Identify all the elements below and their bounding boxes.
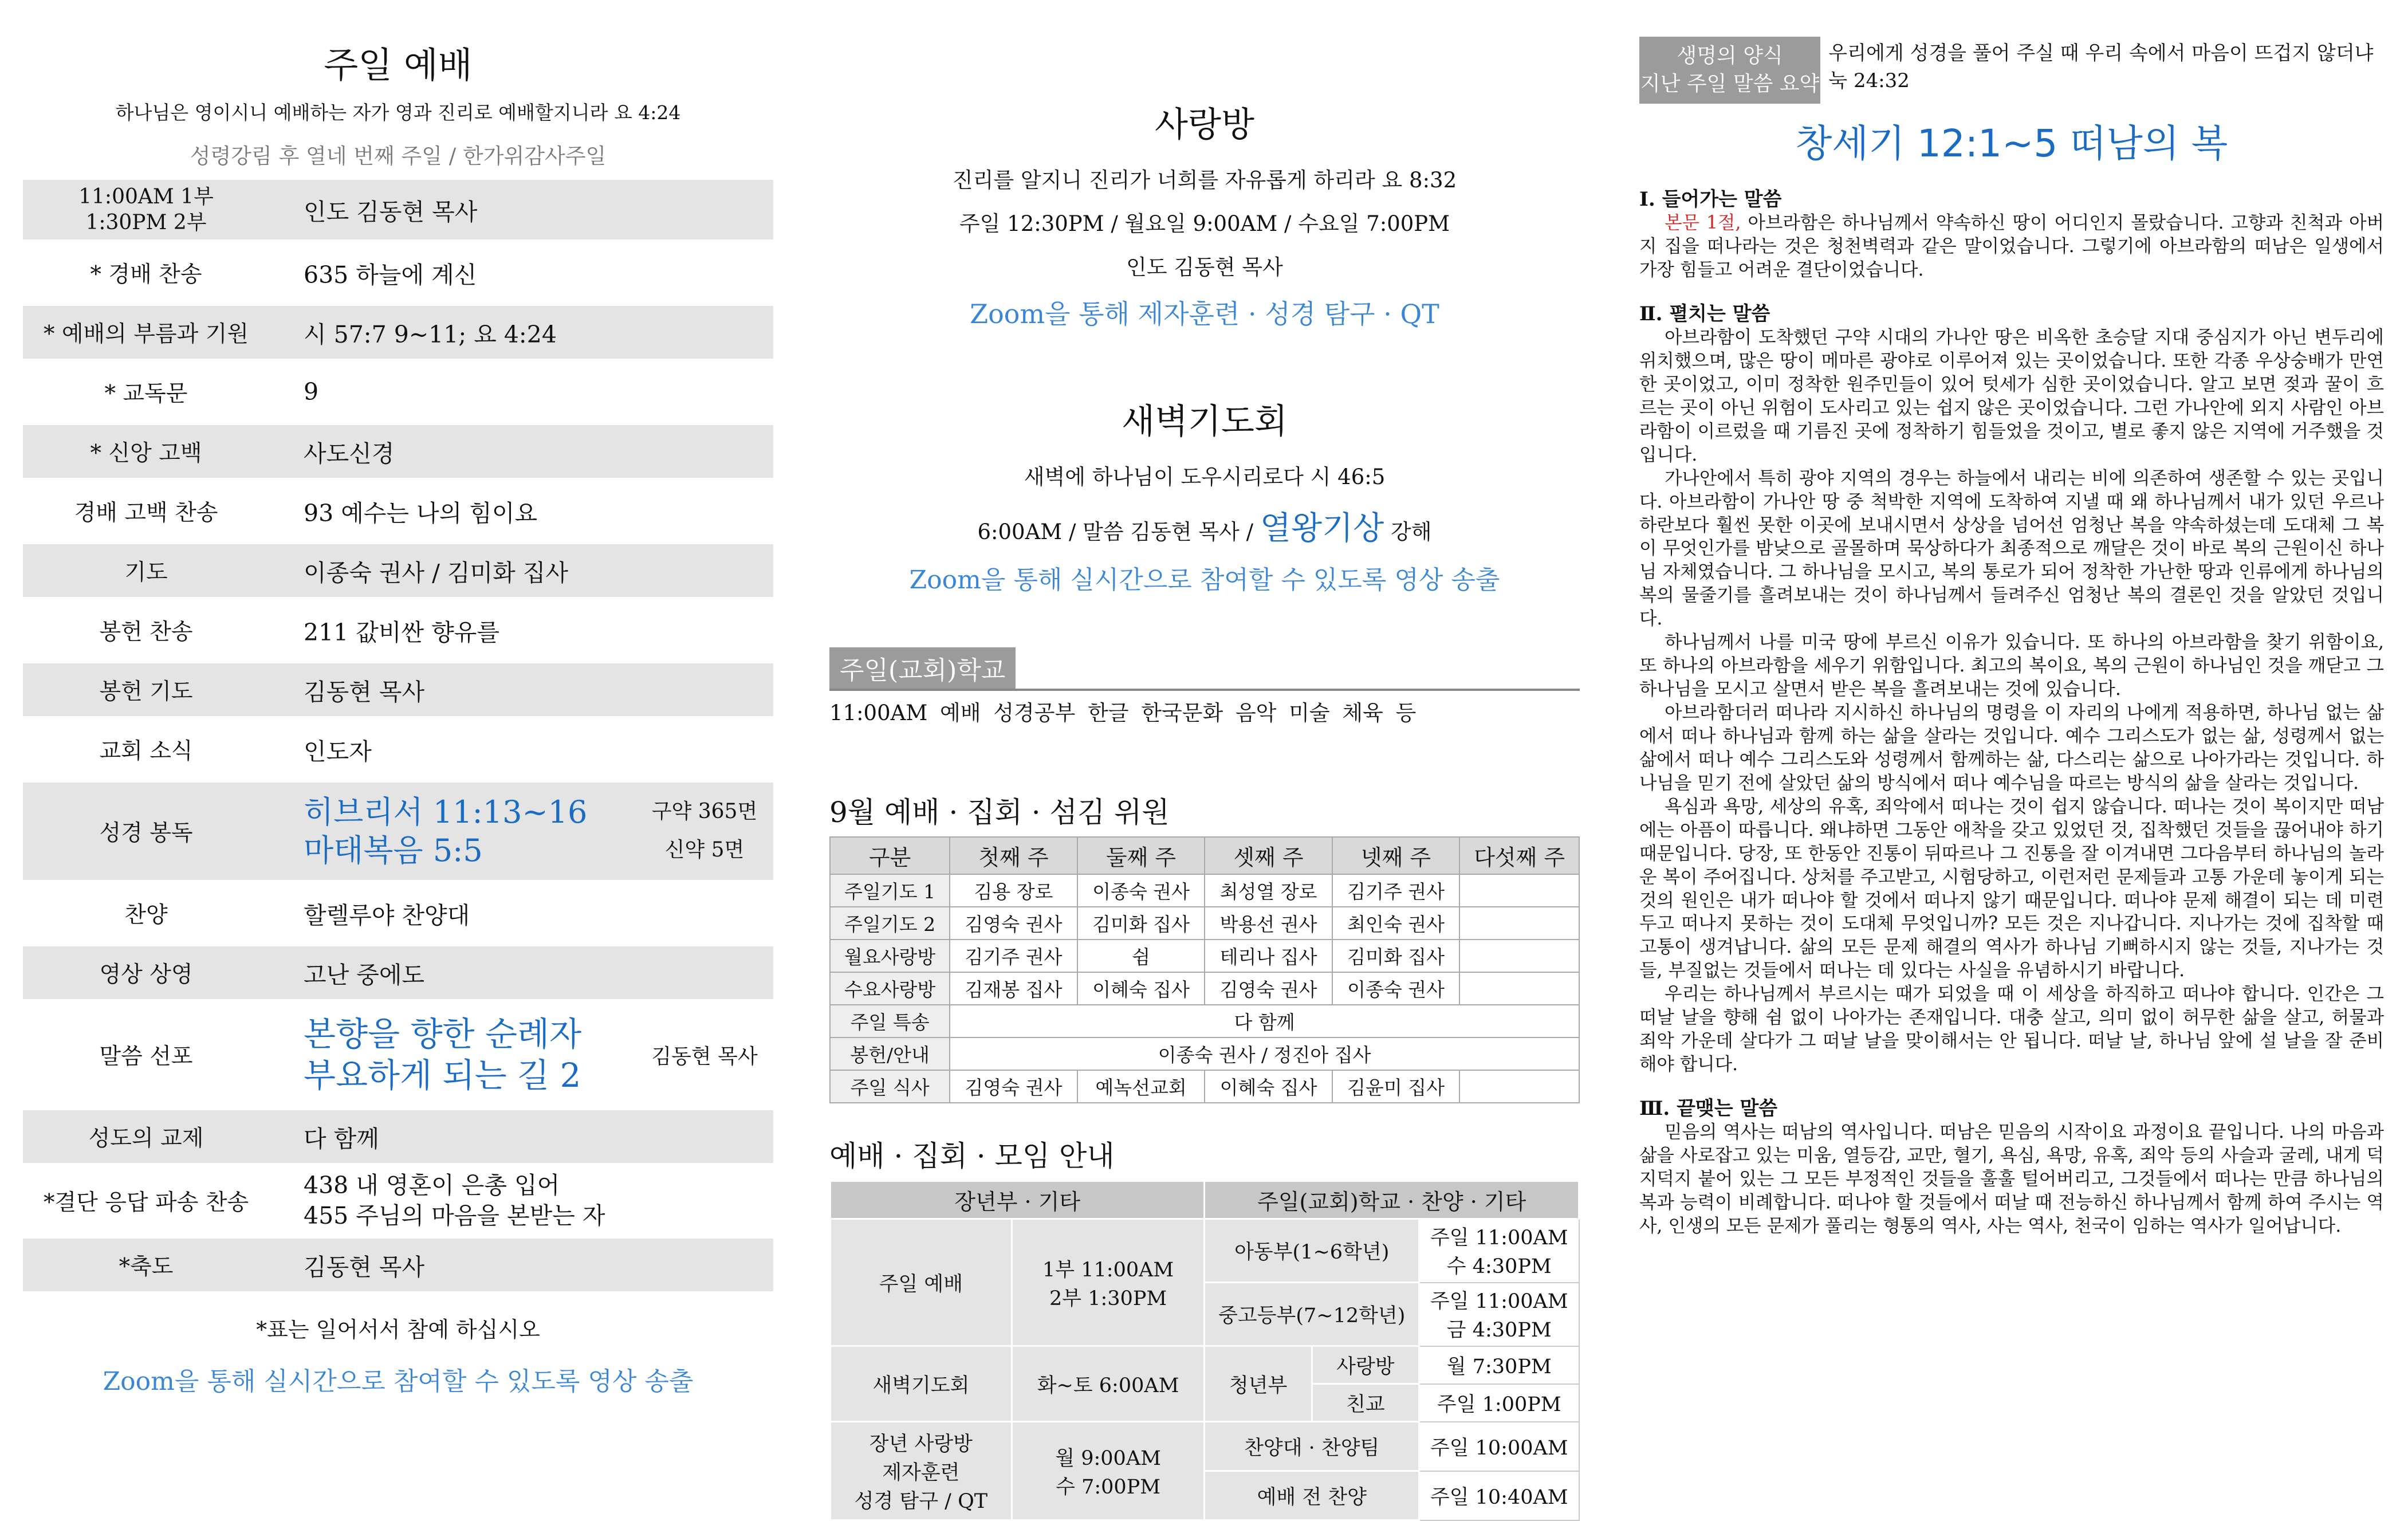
dawn-book: 열왕기상 bbox=[1260, 510, 1384, 547]
meetings-column bbox=[829, 0, 1580, 1513]
order-label: * 예배의 부름과 기원 bbox=[43, 321, 249, 347]
fellowship-label: 성도의 교제 bbox=[88, 1126, 204, 1151]
duty-cell: 이종숙 권사 bbox=[1077, 874, 1205, 907]
duty-cell bbox=[1459, 874, 1579, 907]
scripture-ref: 본문 1절, bbox=[1665, 213, 1741, 234]
worship-zoom-note: Zoom을 통해 실시간으로 참여할 수 있도록 영상 송출 bbox=[103, 1367, 694, 1396]
order-row bbox=[23, 485, 773, 537]
order-row bbox=[23, 1110, 773, 1163]
order-row bbox=[23, 887, 773, 940]
duty-cell: 월요사랑방 bbox=[830, 940, 950, 972]
duty-header: 다섯째 주 bbox=[1459, 837, 1579, 874]
order-row bbox=[23, 663, 773, 716]
duty-cell: 주일 식사 bbox=[830, 1070, 950, 1103]
service-time-1: 11:00AM 1부 bbox=[78, 185, 214, 209]
duty-table bbox=[829, 836, 1580, 1103]
sunday-school-section bbox=[829, 647, 1580, 726]
guide-row bbox=[831, 1219, 1579, 1283]
order-row bbox=[23, 425, 773, 478]
section-3-title: Ⅲ. 끝맺는 말씀 bbox=[1639, 1097, 1778, 1120]
worship-column bbox=[23, 0, 773, 1461]
order-value: 김동현 목사 bbox=[304, 678, 425, 706]
love-room-leader: 인도 김동현 목사 bbox=[1126, 255, 1283, 280]
section-2-paragraph: 아브라함이 도착했던 구약 시대의 가나안 땅은 비옥한 초승달 지대 중심지가 아닌 변두리에 위치했으며, 많은 땅이 메마른 광야로 이루어져 있는 곳이었습니다. 또한 각종 우상숭배가 만연한 곳이었고, 이미 정착한 원주민들이 있어 텃세가 심한 곳이었습니다. 알고 보면 젖과 꿀이 흐르는 곳이 아닌 위험이 도사리고 있는 쉽지 않은 곳이었습니다. 그런 가나안에 외지 사람인 아브라함이 이르렀을 때 기름진 곳에 정착하기 힘들었을 것이고, 별로 좋지 않은 지역에 거주했을 것입니다. bbox=[1639, 327, 2384, 465]
guide-worship-time-2: 2부 1:30PM bbox=[1049, 1287, 1167, 1310]
reading-passage-2: 마태복음 5:5 bbox=[304, 832, 483, 868]
guide-kids-time-1: 주일 11:00AM bbox=[1430, 1227, 1568, 1250]
blessing-value: 김동현 목사 bbox=[304, 1253, 425, 1281]
order-label: 찬양 bbox=[124, 902, 168, 928]
sermon-preacher: 김동현 목사 bbox=[651, 1044, 758, 1068]
service-times bbox=[23, 184, 269, 235]
worship-order bbox=[23, 180, 773, 1291]
order-value: 고난 중에도 bbox=[304, 961, 425, 989]
duty-row bbox=[830, 874, 1579, 907]
order-value: 211 값비싼 향유를 bbox=[304, 618, 499, 646]
sunday-school-title: 주일(교회)학교 bbox=[829, 647, 1016, 689]
dawn-zoom: Zoom을 통해 실시간으로 참여할 수 있도록 영상 송출 bbox=[909, 565, 1500, 595]
guide-cell bbox=[831, 1422, 1012, 1520]
duty-cell: 이혜숙 집사 bbox=[1205, 1070, 1332, 1103]
order-label: * 경배 찬송 bbox=[90, 262, 202, 288]
dawn-time-pre: 6:00AM / 말씀 김동현 목사 / bbox=[977, 520, 1254, 544]
order-row bbox=[23, 1239, 773, 1291]
dawn-title: 새벽기도회 bbox=[1122, 402, 1288, 442]
order-label: * 신앙 고백 bbox=[90, 441, 202, 466]
duty-header: 셋째 주 bbox=[1205, 837, 1332, 874]
guide-head-left: 장년부 · 기타 bbox=[831, 1181, 1205, 1219]
reading-label: 성경 봉독 bbox=[99, 820, 193, 846]
guide-adult-time-2: 수 7:00PM bbox=[1056, 1475, 1161, 1499]
dawn-time-post: 강해 bbox=[1391, 520, 1432, 544]
guide-cell: 화~토 6:00AM bbox=[1012, 1346, 1205, 1422]
section-3-paragraph: 믿음의 역사는 떠남의 역사입니다. 떠남은 믿음의 시작이요 과정이요 끝입니다. 나의 마음과 삶을 사로잡고 있는 미움, 열등감, 교만, 혈기, 욕심, 욕망, 유혹, 죄악 등의 사슬과 굴레, 내게 덕지덕지 붙어 있는 그 모든 부정적인 것들을 훌훌 털어버리고, 그것들에서 떠나는 만큼 하나님의 복과 능력이 비례합니다. 떠나야 할 것들에서 떠날 때 전능하신 하나님께서 함께 하여 주시는 역사, 인생의 모든 문제가 풀리는 형통의 역사, 사는 역사, 천국이 임하는 역사가 일어납니다. bbox=[1639, 1122, 2384, 1236]
duty-cell: 김영숙 권사 bbox=[1205, 972, 1332, 1005]
section-2-paragraph: 우리는 하나님께서 부르시는 때가 되었을 때 이 세상을 하직하고 떠나야 합니다. 인간은 그 떠날 날을 향해 쉼 없이 나아가는 존재입니다. 대충 살고, 의미 없이 허무한 삶을 살고, 허물과 죄악 가운데 살다가 그 떠날 날을 맞이해서는 안 됩니다. 떠날 날, 하나님 앞에 설 날을 잘 준비해야 합니다. bbox=[1639, 984, 2384, 1075]
duty-cell: 김미화 집사 bbox=[1332, 940, 1460, 972]
closing-hymn-1: 438 내 영혼이 은총 입어 bbox=[304, 1171, 560, 1199]
section-2-paragraph: 가나안에서 특히 광야 지역의 경우는 하늘에서 내리는 비에 의존하여 생존할 수 있는 곳입니다. 아브라함이 가나안 땅 중 척박한 지역에 도착하여 지낼 때 왜 하나님께서 내가 있던 우르나 하란보다 훨씬 못한 이곳에 보내시면서 상상을 넘어선 엄청난 복을 약속하셨는데 도대체 그 복이 무엇인가를 밤낮으로 골몰하며 묵상하다가 최종적으로 깨달은 것이 바로 복의 근원이신 하나님 자체였습니다. 그 하나님을 모시고, 복의 통로가 되어 정착한 가난한 땅과 인류에게 하나님의 복의 물줄기를 흘려보내는 것이 하나님께서 들려주신 엄청난 복의 결론인 것을 알았던 것입니다. bbox=[1639, 467, 2384, 630]
duty-row bbox=[830, 1070, 1579, 1103]
duty-cell: 주일기도 1 bbox=[830, 874, 950, 907]
sunday-school-header bbox=[829, 647, 1580, 691]
guide-row bbox=[831, 1181, 1579, 1219]
reading-passages bbox=[269, 793, 636, 870]
duty-header: 첫째 주 bbox=[950, 837, 1077, 874]
guide-table bbox=[829, 1180, 1580, 1521]
closing-hymn-2: 455 주님의 마음을 본받는 자 bbox=[304, 1202, 605, 1229]
guide-adult-label-3: 성경 탐구 / QT bbox=[854, 1489, 988, 1513]
summary-tag bbox=[1639, 37, 1820, 104]
order-value: 사도신경 bbox=[304, 439, 395, 467]
blessing-label: *축도 bbox=[119, 1254, 174, 1280]
closing-label: *결단 응답 파송 찬송 bbox=[43, 1190, 249, 1216]
dawn-verse: 새벽에 하나님이 도우시리로다 시 46:5 bbox=[1024, 465, 1386, 489]
sunday-school-schedule: 11:00AM 예배 성경공부 한글 한국문화 음악 미술 체육 등 bbox=[829, 701, 1417, 725]
guide-adult-label-1: 장년 사랑방 bbox=[869, 1432, 973, 1456]
love-room-title: 사랑방 bbox=[1155, 105, 1254, 145]
guide-cell bbox=[1012, 1422, 1205, 1520]
duty-cell: 최인숙 권사 bbox=[1332, 907, 1460, 940]
guide-cell: 아동부(1~6학년) bbox=[1205, 1219, 1419, 1283]
guide-cell: 중고등부(7~12학년) bbox=[1205, 1283, 1419, 1346]
order-label: 기도 bbox=[124, 560, 168, 585]
duty-cell: 다 함께 bbox=[950, 1005, 1579, 1037]
sermon-title-2: 부요하게 되는 길 2 bbox=[304, 1056, 581, 1095]
order-row-closing bbox=[23, 1170, 773, 1232]
closing-hymns bbox=[269, 1170, 773, 1232]
worship-title: 주일 예배 bbox=[324, 44, 473, 86]
love-room-times: 주일 12:30PM / 월요일 9:00AM / 수요일 7:00PM bbox=[959, 211, 1450, 236]
reading-page-2: 신약 5면 bbox=[664, 838, 745, 862]
guide-youth-time-2: 금 4:30PM bbox=[1446, 1319, 1552, 1342]
love-room-zoom: Zoom을 통해 제자훈련 · 성경 탐구 · QT bbox=[970, 298, 1439, 329]
guide-cell: 예배 전 찬양 bbox=[1205, 1471, 1419, 1520]
order-value: 시 57:7 9~11; 요 4:24 bbox=[304, 320, 557, 348]
order-label: * 교독문 bbox=[104, 381, 188, 407]
order-value: 9 bbox=[304, 378, 319, 406]
duty-cell: 쉼 bbox=[1077, 940, 1205, 972]
duty-cell bbox=[1459, 1070, 1579, 1103]
duty-cell: 이혜숙 집사 bbox=[1077, 972, 1205, 1005]
order-label: 교회 소식 bbox=[99, 738, 193, 764]
reading-pages bbox=[636, 793, 773, 869]
guide-section bbox=[829, 1133, 1580, 1521]
duty-cell: 김기주 권사 bbox=[1332, 874, 1460, 907]
dawn-times bbox=[829, 503, 1580, 549]
duty-cell: 예녹선교회 bbox=[1077, 1070, 1205, 1103]
guide-cell: 청년부 bbox=[1205, 1346, 1312, 1422]
duty-cell: 최성열 장로 bbox=[1205, 874, 1332, 907]
summary-tag-2: 지난 주일 말씀 요약 bbox=[1640, 72, 1820, 96]
order-value: 이종숙 권사 / 김미화 집사 bbox=[304, 559, 569, 587]
duty-cell: 봉헌/안내 bbox=[830, 1037, 950, 1070]
duty-row bbox=[830, 907, 1579, 940]
guide-kids-time-2: 수 4:30PM bbox=[1446, 1255, 1552, 1279]
guide-cell bbox=[1419, 1219, 1579, 1283]
duty-cell: 김재봉 집사 bbox=[950, 972, 1077, 1005]
guide-cell: 주일 1:00PM bbox=[1419, 1384, 1579, 1422]
guide-row bbox=[831, 1422, 1579, 1471]
duty-cell: 수요사랑방 bbox=[830, 972, 950, 1005]
duty-title: 9월 예배 · 집회 · 섬김 위원 bbox=[829, 796, 1170, 829]
duty-cell: 김기주 권사 bbox=[950, 940, 1077, 972]
sermon-titles bbox=[269, 1013, 636, 1096]
order-label: 봉헌 찬송 bbox=[99, 619, 193, 645]
order-row-reading bbox=[23, 783, 773, 880]
guide-youth-time-1: 주일 11:00AM bbox=[1430, 1290, 1568, 1313]
duty-cell: 이종숙 권사 bbox=[1332, 972, 1460, 1005]
duty-row bbox=[830, 1037, 1579, 1070]
order-label: 영상 상영 bbox=[99, 962, 193, 988]
love-room-verse: 진리를 알지니 진리가 너희를 자유롭게 하리라 요 8:32 bbox=[952, 168, 1457, 192]
order-row-time bbox=[23, 180, 773, 239]
guide-adult-label-2: 제자훈련 bbox=[882, 1461, 960, 1484]
guide-cell: 사랑방 bbox=[1312, 1346, 1419, 1384]
sermon-title-1: 본향을 향한 순례자 bbox=[304, 1014, 582, 1054]
worship-verse: 하나님은 영이시니 예배하는 자가 영과 진리로 예배할지니라 요 4:24 bbox=[115, 101, 681, 124]
order-value: 할렐루야 찬양대 bbox=[304, 901, 470, 929]
duty-header: 넷째 주 bbox=[1332, 837, 1460, 874]
sermon-summary-column bbox=[1639, 0, 2384, 1461]
duty-cell: 주일 특송 bbox=[830, 1005, 950, 1037]
duty-cell: 테리나 집사 bbox=[1205, 940, 1332, 972]
guide-cell: 월 7:30PM bbox=[1419, 1346, 1579, 1384]
duty-cell: 김미화 집사 bbox=[1077, 907, 1205, 940]
summary-verse: 우리에게 성경을 풀어 주실 때 우리 속에서 마음이 뜨겁지 않더냐 눅 24:32 bbox=[1828, 42, 2374, 92]
guide-cell bbox=[1012, 1219, 1205, 1346]
summary-header bbox=[1639, 37, 2384, 104]
order-row bbox=[23, 544, 773, 597]
stand-note: *표는 일어서서 참예 하십시오 bbox=[256, 1317, 540, 1342]
order-row bbox=[23, 946, 773, 999]
duty-header-row bbox=[830, 837, 1579, 874]
guide-cell: 친교 bbox=[1312, 1384, 1419, 1422]
section-1-text bbox=[1639, 211, 2384, 282]
duty-header: 둘째 주 bbox=[1077, 837, 1205, 874]
duty-row bbox=[830, 1005, 1579, 1037]
section-1-title: Ⅰ. 들어가는 말씀 bbox=[1639, 188, 1782, 211]
reading-passage-1: 히브리서 11:13~16 bbox=[304, 793, 588, 830]
service-leader: 인도 김동현 목사 bbox=[304, 198, 478, 226]
duty-cell bbox=[1459, 972, 1579, 1005]
duty-cell bbox=[1459, 907, 1579, 940]
order-row bbox=[23, 246, 773, 299]
summary-tag-1: 생명의 양식 bbox=[1677, 44, 1783, 68]
guide-cell: 새벽기도회 bbox=[831, 1346, 1012, 1422]
duty-cell: 박용선 권사 bbox=[1205, 907, 1332, 940]
duty-header: 구분 bbox=[830, 837, 950, 874]
duty-cell: 주일기도 2 bbox=[830, 907, 950, 940]
section-2-paragraph: 아브라함더러 떠나라 지시하신 하나님의 명령을 이 자리의 나에게 적용하면, 하나님 없는 삶에서 떠나 하나님과 함께 하는 삶을 살라는 것입니다. 예수 그리스도가 없는 삶, 성령께서 없는 삶에서 떠나 예수 그리스도와 성령께서 함께하는 삶, 다스리는 삶으로 나아가라는 것입니다. 하나님을 믿기 전에 살았던 삶의 방식에서 떠나 예수님을 따르는 방식의 삶을 살라는 것입니다. bbox=[1639, 702, 2384, 793]
duty-section bbox=[829, 789, 1580, 1103]
order-row bbox=[23, 723, 773, 776]
duty-row bbox=[830, 972, 1579, 1005]
guide-head-right: 주일(교회)학교 · 찬양 · 기타 bbox=[1205, 1181, 1579, 1219]
fellowship-value: 다 함께 bbox=[304, 1125, 379, 1153]
order-label: 경배 고백 찬송 bbox=[74, 500, 218, 526]
section-2-title: Ⅱ. 펼치는 말씀 bbox=[1639, 302, 1770, 325]
duty-cell bbox=[1459, 940, 1579, 972]
order-row bbox=[23, 306, 773, 359]
guide-cell: 주일 10:40AM bbox=[1419, 1471, 1579, 1520]
duty-row bbox=[830, 940, 1579, 972]
order-value: 635 하늘에 계신 bbox=[304, 261, 477, 289]
guide-adult-time-1: 월 9:00AM bbox=[1055, 1447, 1161, 1470]
section-2-paragraph: 하나님께서 나를 미국 땅에 부르신 이유가 있습니다. 또 하나의 아브라함을 찾기 위함이요, 또 하나의 아브라함을 세우기 위함입니다. 최고의 복이요, 복의 근원이 하나님인 것을 깨닫고 그 하나님을 모시고 살면서 받은 복을 흘려보내는 것에 있습니다. bbox=[1639, 632, 2384, 700]
duty-cell: 이종숙 권사 / 정진아 집사 bbox=[950, 1037, 1579, 1070]
order-value: 인도자 bbox=[304, 737, 372, 765]
order-row bbox=[23, 365, 773, 418]
reading-page-1: 구약 365면 bbox=[651, 800, 758, 824]
duty-cell: 김영숙 권사 bbox=[950, 907, 1077, 940]
order-row-sermon bbox=[23, 1006, 773, 1103]
duty-cell: 김영숙 권사 bbox=[950, 1070, 1077, 1103]
service-time-2: 1:30PM 2부 bbox=[85, 211, 207, 234]
guide-cell bbox=[1419, 1283, 1579, 1346]
duty-cell: 김윤미 집사 bbox=[1332, 1070, 1460, 1103]
guide-row bbox=[831, 1346, 1579, 1384]
worship-subtitle: 성령강림 후 열네 번째 주일 / 한가위감사주일 bbox=[190, 144, 607, 168]
sermon-label: 말씀 선포 bbox=[99, 1044, 193, 1070]
order-label: 봉헌 기도 bbox=[99, 679, 193, 705]
order-row bbox=[23, 604, 773, 657]
summary-title: 창세기 12:1~5 떠남의 복 bbox=[1795, 121, 2228, 166]
guide-cell: 주일 10:00AM bbox=[1419, 1422, 1579, 1471]
order-value: 93 예수는 나의 힘이요 bbox=[304, 499, 538, 527]
guide-cell: 찬양대 · 찬양팀 bbox=[1205, 1422, 1419, 1471]
duty-cell: 김용 장로 bbox=[950, 874, 1077, 907]
section-1-body: 아브라함은 하나님께서 약속하신 땅이 어디인지 몰랐습니다. 고향과 친척과 아버지 집을 떠나라는 것은 청천벽력과 같은 말이었습니다. 그렇기에 아브라함의 떠남은 일생에서 가장 힘들고 어려운 결단이었습니다. bbox=[1639, 213, 2384, 281]
guide-worship-time-1: 1부 11:00AM bbox=[1042, 1258, 1174, 1282]
guide-cell: 주일 예배 bbox=[831, 1219, 1012, 1346]
section-2-paragraph: 욕심과 욕망, 세상의 유혹, 죄악에서 떠나는 것이 쉽지 않습니다. 떠나는 것이 복이지만 떠남에는 아픔이 따릅니다. 왜냐하면 그동안 애착을 갖고 있었던 것, 집착했던 것들을 끊어내야 하기 때문입니다. 당장, 또 한동안 진통이 뒤따르나 그 진통을 잘 이겨내면 그다음부터 하나님의 놀라운 복이 주어집니다. 상처를 주고받고, 시험당하고, 이런저런 문제들과 고통 가운데 놓이게 되는 것의 원인은 내가 떠나야 할 것에서 떠나지 않기 때문입니다. 떠나야 문제 해결이 되는 데 미련 두고 떠나지 못하는 것이 도대체 무엇입니까? 모든 것은 지나갑니다. 지나가는 것에 집착할 때 고통이 생겨납니다. 삶의 모든 문제 해결의 역사가 하나님 기뻐하시지 않는 것들, 지나가는 것들, 부질없는 것들에서 떠나는 데 있다는 사실을 유념하시기 바랍니다. bbox=[1639, 796, 2384, 981]
guide-title: 예배 · 집회 · 모임 안내 bbox=[829, 1139, 1115, 1173]
